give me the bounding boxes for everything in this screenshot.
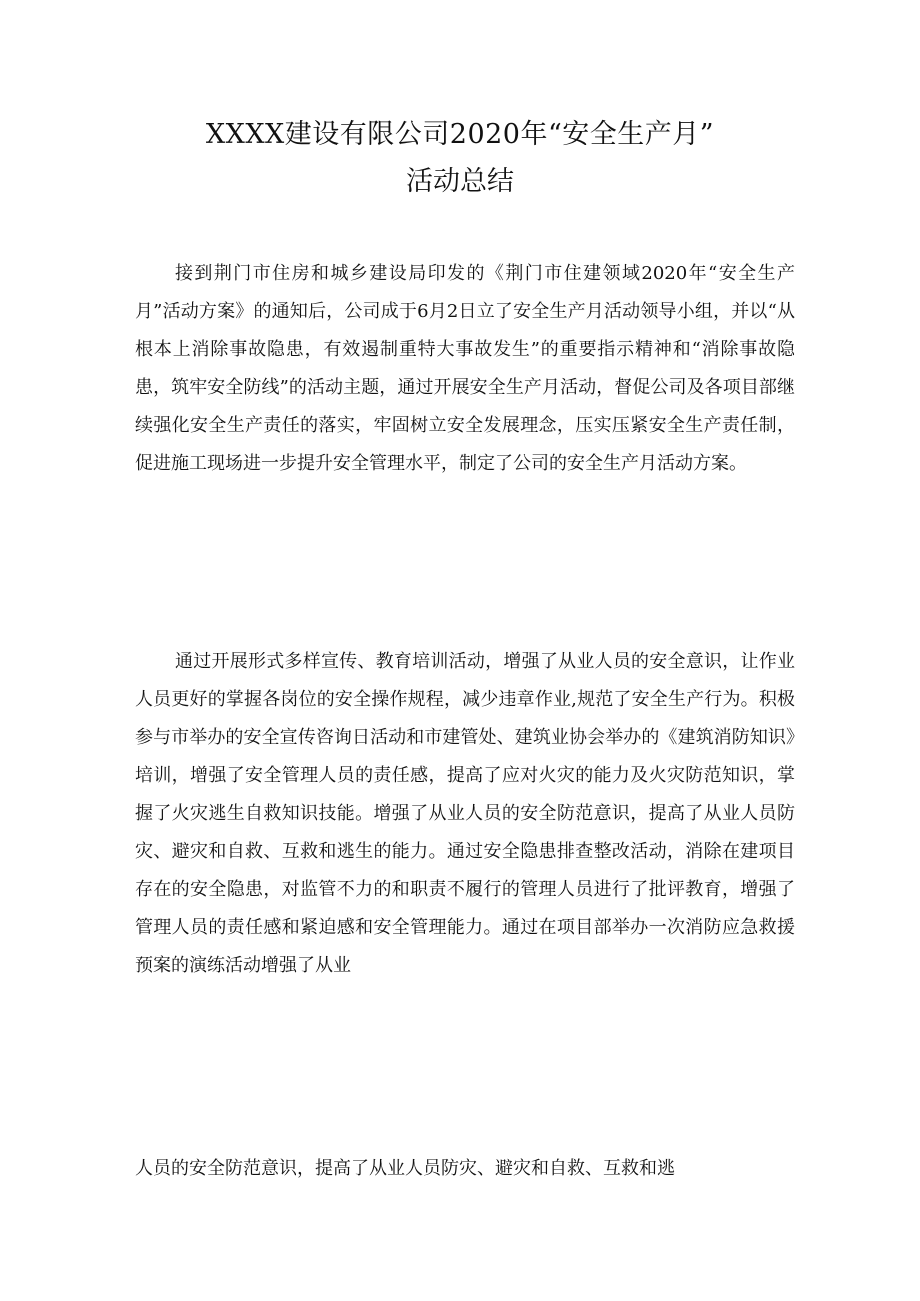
document-title-line2: 活动总结	[406, 166, 514, 197]
paragraph-activities: 通过开展形式多样宣传、教育培训活动，增强了从业人员的安全意识，让作业人员更好的掌握各岗位的安全操作规程，减少违章作业,规范了安全生产行为。积极参与市举办的安全宣传咨询日活动和市建管处、建筑业协会举办的《建筑消防知识》培训，增强了安全管理人员的责任感，提高了应对火灾的能力及火灾防范知识，掌握了火灾逃生自救知识技能。增强了从业人员的安全防范意识，提高了从业人员防灾、避灾和自救、互救和逃生的能力。通过安全隐患排查整改活动，消除在建项目存在的安全隐患，对监管不力的和职责不履行的管理人员进行了批评教育，增强了管理人员的责任感和紧迫感和安全管理能力。通过在项目部举办一次消防应急救援预案的演练活动增强了从业	[135, 651, 795, 976]
paragraph-continued: 人员的安全防范意识，提高了从业人员防灾、避灾和自救、互救和逃	[135, 1158, 675, 1179]
document-title-line1: XXXX建设有限公司2020年“安全生产月”	[205, 119, 715, 150]
paragraph-intro: 接到荆门市住房和城乡建设局印发的《荆门市住建领域2020年“安全生产月”活动方案》的通知后，公司成于6月2日立了安全生产月活动领导小组，并以“从根本上消除事故隐患，有效遏制重特大事故发生”的重要指示精神和“消除事故隐患，筑牢安全防线”的活动主题，通过开展安全生产月活动，督促公司及各项目部继续强化安全生产责任的落实，牢固树立安全发展理念，压实压紧安全生产责任制，促进施工现场进一步提升安全管理水平，制定了公司的安全生产月活动方案。	[135, 263, 795, 474]
